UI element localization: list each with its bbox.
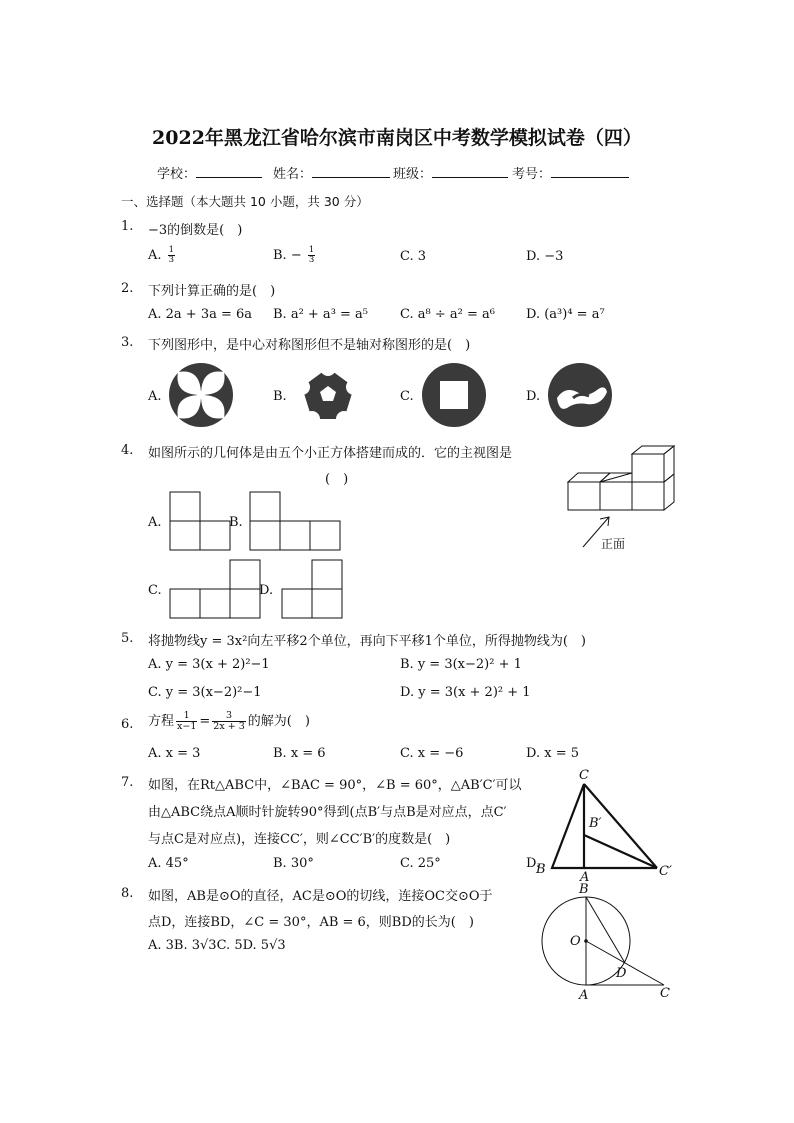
school-label: 学校：	[157, 167, 197, 182]
q6-option-b: B. x = 6	[273, 746, 326, 761]
q8-stem-line2: 点D，连接BD，∠C = 30°，AB = 6，则BD的长为( )	[148, 915, 474, 930]
q7-label-b-prime: B′	[589, 816, 602, 831]
q4-option-b-label: B.	[229, 515, 243, 530]
q1-option-a	[148, 246, 177, 265]
q6-option-d: D. x = 5	[526, 746, 579, 761]
q3-stem: 下列图形中，是中心对称图形但不是轴对称图形的是( )	[148, 338, 471, 353]
q2-number: 2.	[121, 281, 134, 296]
name-blank	[312, 165, 390, 178]
fraction-denominator: x−1	[177, 721, 197, 732]
name-label: 姓名：	[273, 167, 313, 182]
q7-option-a: A. 45°	[148, 856, 189, 871]
q1-option-d: D. −3	[526, 249, 564, 264]
q4-option-b-view	[249, 491, 341, 552]
q8-options: A. 3B. 3√3C. 5D. 5√3	[148, 938, 286, 953]
page-title: 2022年黑龙江省哈尔滨市南岗区中考数学模拟试卷（四）	[152, 127, 642, 149]
q5-option-c: C. y = 3(x−2)²−1	[148, 685, 262, 700]
q2-option-d: D. (a³)⁴ = a⁷	[526, 307, 605, 322]
q7-option-b: B. 30°	[273, 856, 314, 871]
q8-circle-figure	[536, 886, 676, 994]
q4-stem: 如图所示的几何体是由五个小正方体搭建而成的．它的主视图是	[148, 446, 513, 461]
class-label: 班级：	[393, 167, 433, 182]
q1-number: 1.	[121, 219, 134, 234]
q2-option-c: C. a⁸ ÷ a² = a⁶	[400, 307, 495, 322]
q7-option-d: D.	[526, 856, 541, 871]
q2-option-b: B. a² + a³ = a⁵	[273, 307, 369, 322]
q7-stem-line3: 与点C是对应点)，连接CC′，则∠CC′B′的度数是( )	[148, 832, 451, 847]
q7-stem-line2: 由△ABC绕点A顺时针旋转90°得到(点B′与点B是对应点，点C′	[148, 805, 507, 820]
q8-label-d: D	[616, 966, 627, 981]
q4-option-d-view	[281, 559, 343, 620]
q3-figure-d-swirl	[547, 362, 613, 428]
fraction-numerator: 3	[212, 711, 245, 722]
fraction-denominator: 3	[168, 255, 175, 265]
q1-option-b-fraction	[308, 246, 315, 265]
name-field	[273, 163, 390, 182]
q5-option-b: B. y = 3(x−2)² + 1	[400, 657, 522, 672]
q6-stem-suffix: 的解为( )	[247, 714, 310, 729]
exam-no-field	[512, 163, 629, 182]
q8-label-a: A	[579, 988, 589, 1003]
school-field	[157, 163, 262, 182]
fraction-numerator: 1	[168, 245, 175, 255]
q2-stem: 下列计算正确的是( )	[148, 284, 276, 299]
class-blank	[432, 165, 508, 178]
q6-fraction-right	[212, 711, 245, 732]
q6-option-a: A. x = 3	[148, 746, 201, 761]
q4-option-c-label: C.	[148, 583, 162, 598]
q6-stem	[148, 710, 310, 732]
q7-label-a: A	[580, 870, 590, 885]
q1-option-b-label: B. −	[273, 248, 302, 263]
q7-label-c: C	[579, 768, 589, 783]
fraction-denominator: 3	[308, 255, 315, 265]
q1-option-a-fraction	[168, 246, 175, 265]
q7-number: 7.	[121, 775, 134, 790]
q1-option-b	[273, 246, 317, 265]
q4-number: 4.	[121, 443, 134, 458]
exam-no-label: 考号：	[512, 167, 552, 182]
class-field	[393, 163, 508, 182]
q3-figure-c-coin	[421, 362, 487, 428]
q1-option-a-label: A.	[148, 248, 162, 263]
q4-option-d-label: D.	[259, 583, 274, 598]
q3-figure-b-pentagon	[295, 362, 361, 428]
q3-option-d-label: D.	[526, 389, 541, 404]
section-heading: 一、选择题（本大题共 10 小题，共 30 分）	[121, 194, 369, 209]
q7-label-c-prime: C′	[659, 864, 672, 879]
q1-stem: −3的倒数是( )	[148, 223, 243, 238]
q3-number: 3.	[121, 335, 134, 350]
q4-answer-paren: ( )	[325, 472, 349, 487]
school-blank	[196, 165, 262, 178]
q7-stem-line1: 如图，在Rt△ABC中，∠BAC = 90°，∠B = 60°，△AB′C′可以	[148, 778, 522, 793]
q7-option-c: C. 25°	[400, 856, 441, 871]
fraction-denominator: 2x + 3	[213, 721, 245, 732]
q3-option-c-label: C.	[400, 389, 414, 404]
q7-label-b: B	[536, 862, 546, 877]
q2-option-a: A. 2a + 3a = 6a	[148, 307, 253, 322]
q1-option-c: C. 3	[400, 249, 427, 264]
fraction-numerator: 1	[308, 245, 315, 255]
q6-number: 6.	[121, 717, 134, 732]
q3-option-a-label: A.	[148, 389, 162, 404]
q3-option-b-label: B.	[273, 389, 287, 404]
q8-stem-line1: 如图，AB是⊙O的直径，AC是⊙O的切线，连接OC交⊙O于	[148, 889, 493, 904]
q4-option-c-view	[169, 559, 261, 620]
q4-option-a-view	[169, 491, 231, 552]
q8-label-o: O	[570, 934, 581, 949]
q5-option-d: D. y = 3(x + 2)² + 1	[400, 685, 531, 700]
q4-front-label: 正面	[601, 537, 626, 551]
q6-option-c: C. x = −6	[400, 746, 464, 761]
q8-label-b: B	[579, 882, 589, 897]
q6-stem-prefix: 方程	[148, 714, 175, 729]
q5-number: 5.	[121, 631, 134, 646]
q6-equals: =	[199, 714, 211, 729]
q6-fraction-left	[176, 711, 197, 732]
q3-figure-a-petals	[168, 362, 234, 428]
q5-stem: 将抛物线y = 3x²向左平移2个单位，再向下平移1个单位，所得抛物线为( )	[148, 634, 587, 649]
exam-no-blank	[551, 165, 629, 178]
q8-number: 8.	[121, 886, 134, 901]
q4-option-a-label: A.	[148, 515, 162, 530]
q5-option-a: A. y = 3(x + 2)²−1	[148, 657, 270, 672]
q8-label-c: C	[660, 986, 670, 1001]
fraction-numerator: 1	[176, 711, 197, 722]
